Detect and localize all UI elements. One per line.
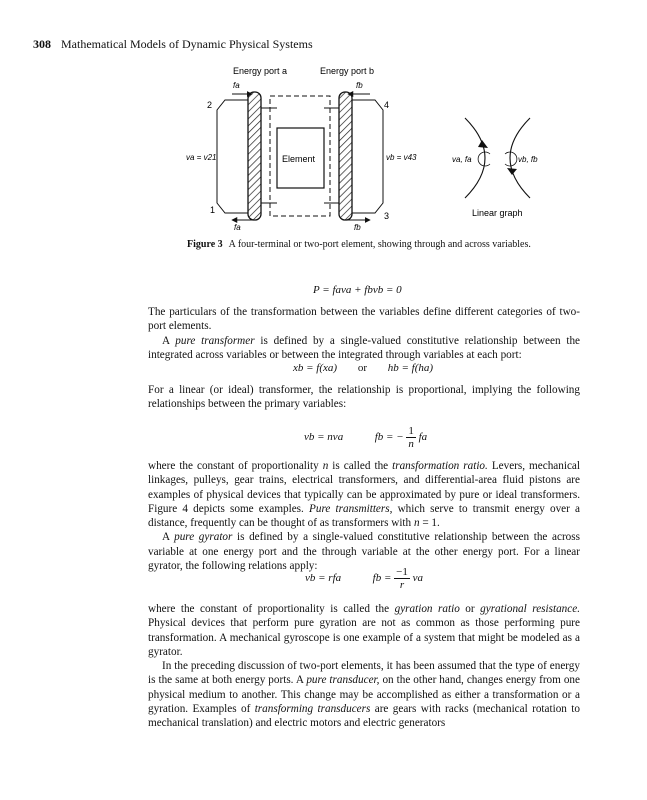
terminal-2: 2 bbox=[207, 100, 213, 110]
terminal-1: 1 bbox=[210, 205, 216, 215]
va-label: va = v21 bbox=[186, 153, 217, 162]
fb-top-label: fb bbox=[356, 81, 363, 90]
eq-linear-right-tail: fa bbox=[418, 431, 428, 444]
paragraph-2: A pure transformer is defined by a single-valued constitutive relationship between the integrated across variables or between the integrated through variables at each port: bbox=[148, 334, 581, 361]
paragraph-4: where the constant of proportionality n is called the transformation ratio. Levers, mechanical linkages, pulleys, gear trains, electrical transformers, and differential-area fluid pistons are examples of physical devices that typically can be approximated by pure or ideal transformers. Figure 4 depicts some examples. Pure transmitters, which serve to transmit energy over a distance, frequently can be thought of as transformers with n = 1. bbox=[148, 460, 580, 530]
equation-power: P = fava + fbvb = 0 bbox=[313, 284, 402, 296]
left-bracket bbox=[217, 100, 248, 213]
energy-port-a-label: Energy port a bbox=[233, 66, 288, 76]
paragraph-7: In the preceding discussion of two-port elements, it has been assumed that the type of energy is the same at both energy ports. A pure transducer, on the other hand, changes energy from one physical medium to another. This change may be accomplished as either a transformation or a gyration. Examples of transforming transducers are gears with racks (mechanical rotation to mechanical translation) and electric motors and electric generators bbox=[148, 660, 580, 730]
eq-gyrator-right-lhs: fb = bbox=[372, 572, 392, 585]
equation-linear-transformer bbox=[304, 425, 427, 450]
energy-port-b-label: Energy port b bbox=[320, 66, 375, 76]
figure-caption bbox=[187, 239, 531, 250]
eq-gyrator-right-tail: va bbox=[412, 572, 423, 585]
linear-graph-arrow-right bbox=[507, 168, 517, 175]
eq-transformer-right: hb = f(ha) bbox=[387, 362, 434, 374]
vb-label: vb = v43 bbox=[386, 153, 417, 162]
fb-bottom-label: fb bbox=[354, 223, 361, 232]
equation-gyrator bbox=[305, 566, 423, 591]
paragraph-3: For a linear (or ideal) transformer, the relationship is proportional, implying the following relationships between the primary variables: bbox=[148, 384, 580, 411]
caption-label: Figure 3 bbox=[187, 239, 223, 250]
terminal-3: 3 bbox=[384, 211, 390, 221]
fa-bottom-label: fa bbox=[234, 223, 241, 232]
eq-gyrator-fraction: $\frac{-1}{r}$ bbox=[396, 566, 408, 591]
eq-linear-fraction: $\frac{1}{n}$ bbox=[408, 425, 414, 450]
text-block-4 bbox=[148, 602, 580, 731]
eq-linear-left: vb = nva bbox=[304, 431, 344, 444]
text-block-3 bbox=[148, 459, 580, 573]
eq-transformer-or: or bbox=[357, 362, 367, 374]
fa-top-label: fa bbox=[233, 81, 240, 90]
graph-va-fa: va, fa bbox=[452, 155, 472, 164]
paragraph-1: The particulars of the transformation between the variables define different categories of two-port elements. bbox=[148, 306, 580, 333]
graph-vb-fb: vb, fb bbox=[518, 155, 538, 164]
eq-gyrator-left: vb = rfa bbox=[305, 572, 342, 585]
terminal-4: 4 bbox=[384, 100, 390, 110]
text-block-2 bbox=[148, 383, 580, 412]
two-port-figure bbox=[170, 48, 570, 233]
eq-linear-right-lhs: fb = − bbox=[374, 431, 404, 444]
caption-text: A four-terminal or two-port element, showing through and across variables. bbox=[228, 239, 531, 250]
paragraph-6: where the constant of proportionality is called the gyration ratio or gyrational resistance. Physical devices that perform pure gyration are not as common as those performing pure transformation. A mechanical gyroscope is one example of a system that might be modeled as a gyrator. bbox=[148, 603, 581, 658]
element-label: Element bbox=[282, 154, 316, 164]
equation-transformer bbox=[293, 362, 433, 374]
text-block-1 bbox=[148, 305, 580, 362]
eq-transformer-left: xb = f(xa) bbox=[293, 362, 338, 374]
page-number: 308 bbox=[33, 37, 51, 51]
linear-graph-arrow-left bbox=[478, 140, 488, 148]
port-b-hatch bbox=[339, 92, 352, 220]
running-title: Mathematical Models of Dynamic Physical Systems bbox=[61, 37, 313, 51]
port-a-hatch bbox=[248, 92, 261, 220]
linear-graph-label: Linear graph bbox=[472, 208, 523, 218]
paragraph-5: A pure gyrator is defined by a single-valued constitutive relationship between the across variable at one energy port and the through variable at the other energy port. For a linear gyrator, the following relations apply: bbox=[148, 531, 580, 573]
right-bracket bbox=[352, 100, 383, 213]
